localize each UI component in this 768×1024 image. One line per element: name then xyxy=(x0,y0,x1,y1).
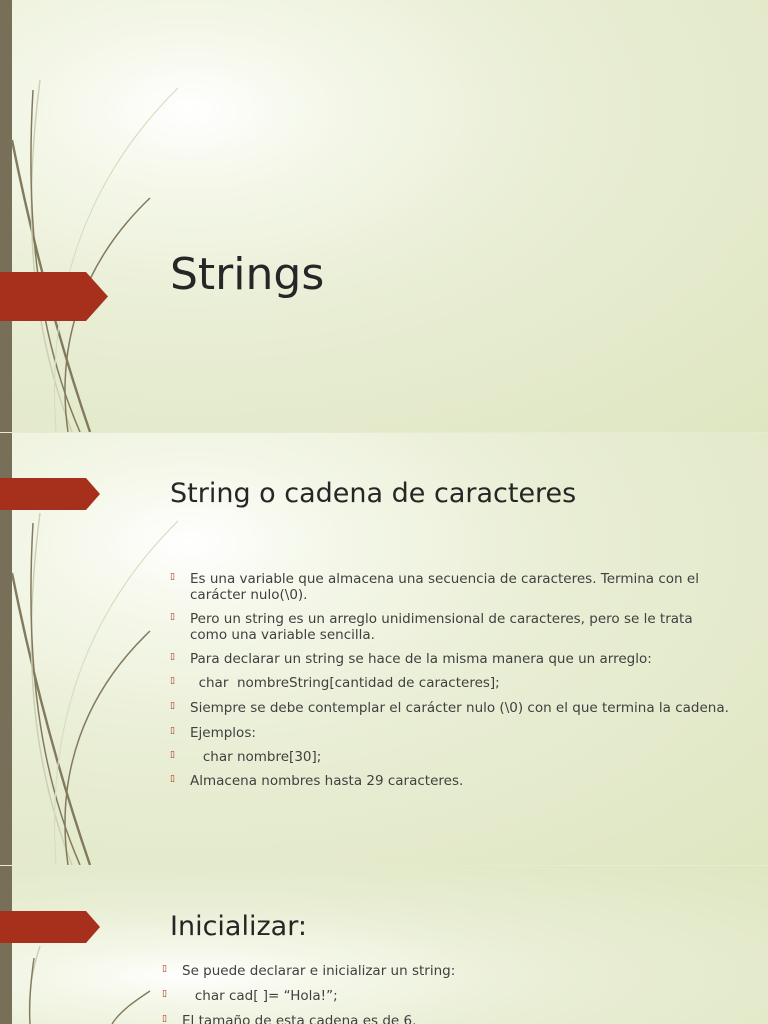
bullet-marker-icon: ▯ xyxy=(170,676,175,686)
list-item: ▯ char nombre[30]; xyxy=(170,749,322,765)
bullet-list xyxy=(162,963,742,1024)
bullet-marker-icon: ▯ xyxy=(170,572,175,582)
bullet-list xyxy=(170,571,730,789)
bullet-marker-icon: ▯ xyxy=(162,1014,167,1024)
bullet-marker-icon: ▯ xyxy=(170,726,175,736)
list-item: ▯ Ejemplos: xyxy=(170,725,256,741)
bullet-marker-icon: ▯ xyxy=(170,652,175,662)
list-item: ▯ Se puede declarar e inicializar un string: xyxy=(162,963,456,979)
bullet-marker-icon: ▯ xyxy=(170,774,175,784)
bullet-marker-icon: ▯ xyxy=(170,701,175,711)
swirl-decoration xyxy=(0,0,200,432)
list-item: ▯ char cad[ ]= “Hola!”; xyxy=(162,988,338,1004)
slide-3 xyxy=(0,866,768,1024)
bullet-marker-icon: ▯ xyxy=(162,964,167,974)
slide-title: Strings xyxy=(170,249,325,300)
title-arrow-marker xyxy=(0,478,100,510)
slide-1 xyxy=(0,0,768,432)
list-item: ▯ Pero un string es un arreglo unidimensional de caracteres, pero se le trata como una variable sencilla. xyxy=(170,611,693,643)
bullet-marker-icon: ▯ xyxy=(170,612,175,622)
list-item: ▯ Almacena nombres hasta 29 caracteres. xyxy=(170,773,464,789)
bullet-marker-icon: ▯ xyxy=(170,750,175,760)
slide-title: String o cadena de caracteres xyxy=(170,478,577,509)
slide-2 xyxy=(0,433,768,865)
bullet-marker-icon: ▯ xyxy=(162,989,167,999)
list-item: ▯ El tamaño de esta cadena es de 6. xyxy=(162,1013,742,1024)
slide-title: Inicializar: xyxy=(170,911,307,942)
list-item: ▯ Para declarar un string se hace de la misma manera que un arreglo: xyxy=(170,651,652,667)
title-arrow-marker xyxy=(0,272,108,321)
list-item: ▯ char nombreString[cantidad de caracteres]; xyxy=(170,675,500,691)
list-item: ▯ Siempre se debe contemplar el carácter nulo (\0) con el que termina la cadena. xyxy=(170,700,729,716)
list-item: ▯ Es una variable que almacena una secuencia de caracteres. Termina con el carácter nulo(\0). xyxy=(170,571,699,603)
title-arrow-marker xyxy=(0,911,100,943)
